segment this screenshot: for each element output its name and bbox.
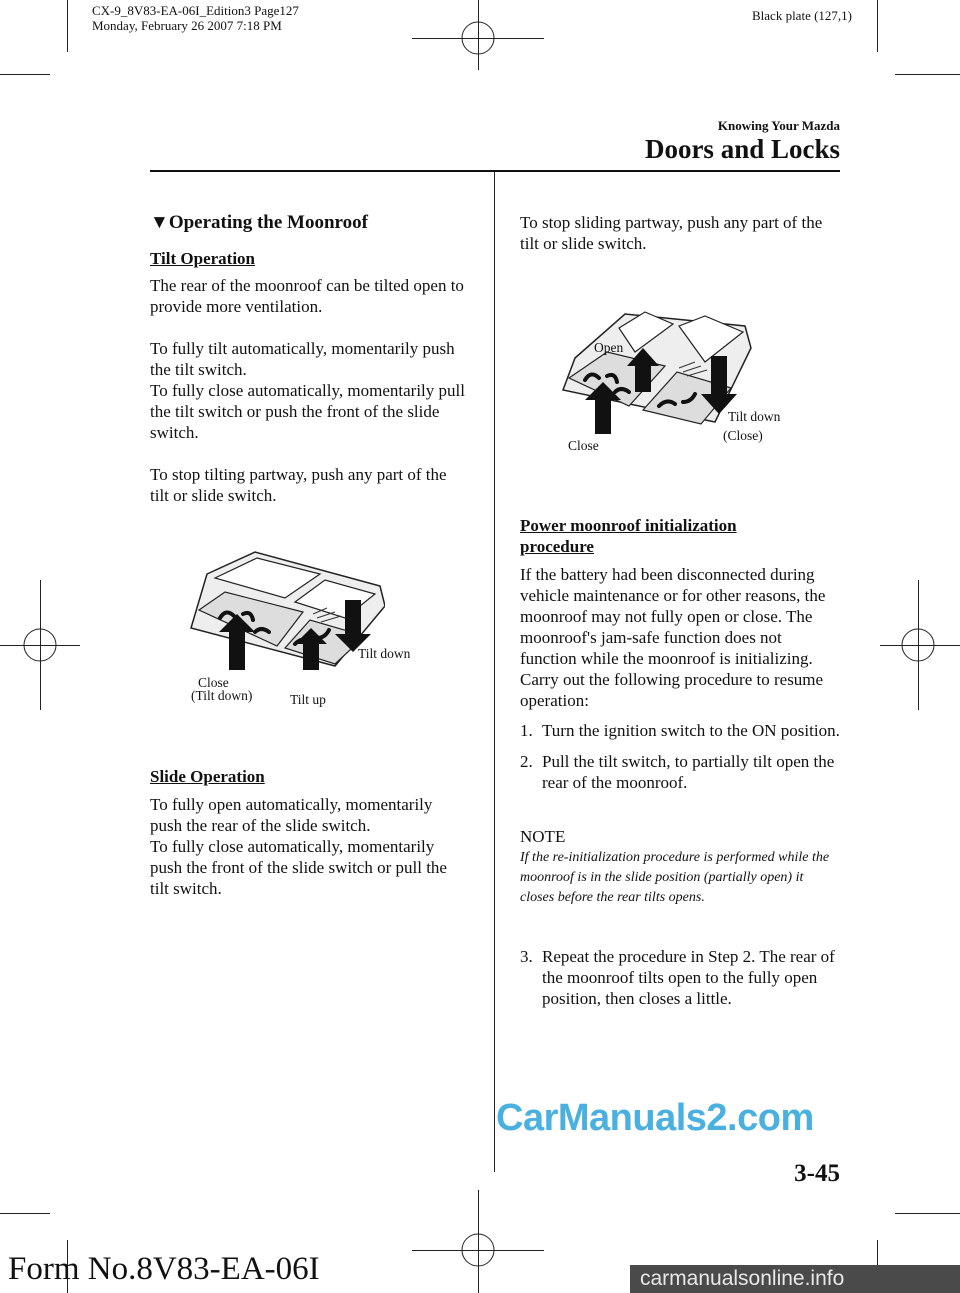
footer-site[interactable]: carmanualsonline.info	[640, 1267, 845, 1290]
fig2-label-tilt-down: Tilt down	[728, 409, 781, 424]
print-header-plate: Black plate (127,1)	[752, 8, 852, 23]
step-text: Repeat the procedure in Step 2. The rear of the moonroof tilts open to the fully open position, then closes a little.	[542, 947, 835, 1008]
fig2-label-close-paren: (Close)	[723, 428, 763, 443]
chapter-title: Doors and Locks	[644, 134, 840, 164]
tilt-paragraph-3: To stop tilting partway, push any part of the tilt or slide switch.	[150, 465, 447, 505]
page-number: 3-45	[794, 1160, 840, 1187]
fig1-label-tilt-down-paren: (Tilt down)	[191, 688, 253, 703]
tilt-paragraph-2	[150, 338, 468, 443]
init-step-3	[520, 946, 840, 1009]
column-divider	[494, 172, 495, 1172]
heading-marker: ▼	[150, 212, 169, 233]
tilt-open-text: To fully tilt automatically, momentarily push the tilt switch.	[150, 339, 455, 379]
init-title-line-1: Power moonroof initialization	[520, 516, 737, 535]
step-number: 1.	[520, 721, 533, 740]
step-text: Turn the ignition switch to the ON position.	[542, 721, 840, 740]
tilt-operation-title: Tilt Operation	[150, 249, 255, 268]
slide-open-text: To fully open automatically, momentarily push the rear of the slide switch.	[150, 795, 433, 835]
step-item	[520, 751, 840, 793]
note-text: If the re-initialization procedure is performed while the moonroof is in the slide position (partially open) it closes before the rear tilts opens.	[520, 850, 830, 905]
section-heading	[150, 212, 368, 234]
fig2-label-open: Open	[594, 340, 624, 355]
print-header-file: CX-9_8V83-EA-06I_Edition3 Page127	[92, 3, 299, 18]
slide-close-text: To fully close automatically, momentarily push the front of the slide switch or pull the tilt switch.	[150, 837, 447, 898]
fig1-label-tilt-down: Tilt down	[358, 646, 411, 661]
init-title-line-2: procedure	[520, 537, 594, 556]
tilt-paragraph-1: The rear of the moonroof can be tilted open to provide more ventilation.	[150, 276, 464, 316]
step-number: 3.	[520, 947, 533, 966]
fig1-label-close: Close	[198, 675, 229, 690]
form-number: Form No.8V83-EA-06I	[8, 1251, 320, 1287]
tilt-close-text: To fully close automatically, momentarily pull the tilt switch or push the front of the slide switch.	[150, 381, 465, 442]
step-text: Pull the tilt switch, to partially tilt open the rear of the moonroof.	[542, 752, 835, 792]
step-item	[520, 720, 840, 741]
slide-switch-illustration	[555, 306, 755, 434]
slide-operation-title: Slide Operation	[150, 767, 265, 786]
header-rule	[150, 170, 840, 172]
print-header-left	[92, 3, 299, 33]
heading-text: Operating the Moonroof	[168, 212, 368, 233]
step-item	[520, 946, 840, 1009]
stop-slide-paragraph: To stop sliding partway, push any part of the tilt or slide switch.	[520, 213, 823, 253]
print-header-date: Monday, February 26 2007 7:18 PM	[92, 18, 282, 33]
slide-paragraph	[150, 794, 468, 899]
tilt-switch-illustration	[185, 548, 385, 670]
section-title: Knowing Your Mazda	[717, 118, 840, 133]
init-paragraph: If the battery had been disconnected during vehicle maintenance or for other reasons, the moonroof may not fully open or close. The moonroof's jam-safe function does not function while the moonroof is initializing. Carry out the following procedure to resume operation:	[520, 565, 826, 710]
note-label: NOTE	[520, 827, 566, 846]
step-number: 2.	[520, 752, 533, 771]
watermark: CarManuals2.com	[496, 1097, 814, 1139]
init-steps	[520, 720, 840, 793]
init-procedure-title	[520, 515, 737, 557]
fig1-label-tilt-up: Tilt up	[290, 692, 326, 707]
fig2-label-close: Close	[568, 438, 599, 453]
